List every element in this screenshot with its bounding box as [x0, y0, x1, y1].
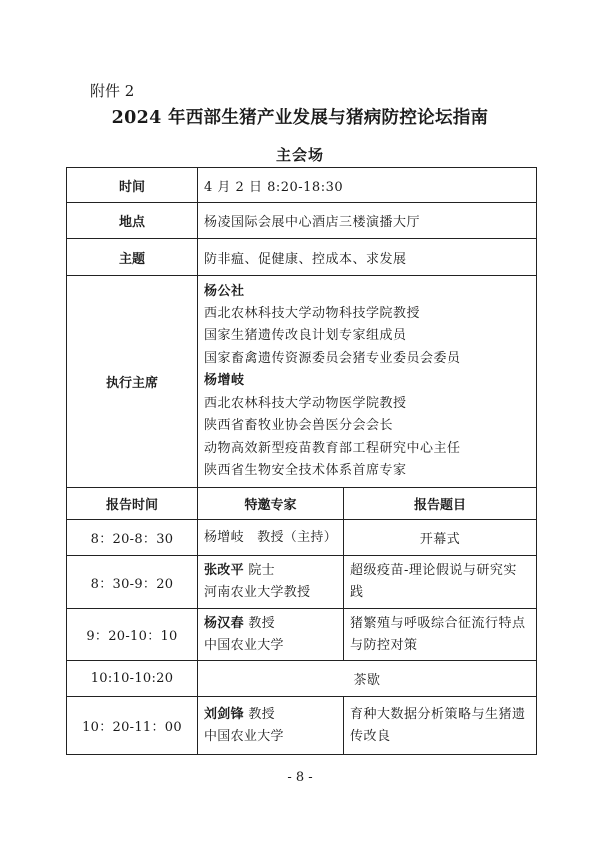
chairs-row [67, 276, 537, 488]
time-label: 时间 [67, 168, 198, 203]
header-invited-expert: 特邀专家 [198, 488, 344, 520]
program-table [66, 167, 537, 755]
theme-value: 防非瘟、促健康、控成本、求发展 [198, 239, 537, 276]
slot-expert [198, 556, 344, 609]
chair-title: 国家畜禽遗传资源委员会猪专业委员会委员 [204, 350, 461, 366]
slot-topic: 猪繁殖与呼吸综合征流行特点与防控对策 [344, 609, 537, 661]
schedule-row [67, 697, 537, 755]
slot-topic: 开幕式 [344, 520, 537, 556]
slot-time: 8：20-8：30 [67, 520, 198, 556]
break-row [67, 661, 537, 697]
schedule-row [67, 556, 537, 609]
chair-title: 西北农林科技大学动物科技学院教授 [204, 306, 421, 322]
expert-org: 河南农业大学教授 [204, 585, 311, 600]
tea-break: 茶歇 [198, 661, 537, 697]
page-number: - 8 - [287, 770, 313, 785]
expert-title: 教授 [248, 615, 275, 631]
slot-expert [198, 697, 344, 755]
slot-time: 8：30-9：20 [67, 556, 198, 609]
chairs-list [198, 276, 537, 488]
chair-title: 陕西省畜牧业协会兽医分会会长 [204, 418, 394, 434]
theme-label: 主题 [67, 239, 198, 276]
expert-title: 教授 [248, 706, 275, 722]
attachment-label: 附件 2 [90, 82, 135, 100]
slot-topic: 育种大数据分析策略与生猪遗传改良 [344, 697, 537, 755]
expert-org: 中国农业大学 [204, 637, 284, 653]
expert-name: 杨汉春 [204, 615, 244, 631]
time-row [67, 168, 537, 203]
chair-title: 国家生猪遗传改良计划专家组成员 [204, 328, 407, 344]
chairs-label: 执行主席 [67, 276, 198, 488]
chair-name: 杨增岐 [204, 373, 245, 389]
expert-org: 中国农业大学 [204, 728, 284, 744]
expert-title: 院士 [248, 563, 275, 578]
slot-time: 10:10-10:20 [67, 661, 198, 697]
venue-subtitle: 主会场 [275, 146, 324, 164]
schedule-row [67, 609, 537, 661]
place-label: 地点 [67, 203, 198, 239]
slot-expert [198, 609, 344, 661]
chair-title: 陕西省生物安全技术体系首席专家 [204, 462, 407, 478]
document-title: 2024 年西部生猪产业发展与猪病防控论坛指南 [111, 108, 489, 128]
chair-title: 动物高效新型疫苗教育部工程研究中心主任 [204, 440, 461, 456]
slot-time: 10：20-11：00 [67, 697, 198, 755]
time-value: 4 月 2 日 8:20-18:30 [198, 168, 537, 203]
place-value: 杨凌国际会展中心酒店三楼演播大厅 [198, 203, 537, 239]
expert-name: 张改平 [204, 563, 244, 578]
slot-topic: 超级疫苗-理论假说与研究实践 [344, 556, 537, 609]
schedule-row [67, 520, 537, 556]
chair-name: 杨公社 [204, 283, 245, 299]
place-row [67, 203, 537, 239]
theme-row [67, 239, 537, 276]
header-report-topic: 报告题目 [344, 488, 537, 520]
slot-expert: 杨增岐 教授（主持） [198, 520, 344, 556]
slot-time: 9：20-10：10 [67, 609, 198, 661]
header-report-time: 报告时间 [67, 488, 198, 520]
schedule-header-row [67, 488, 537, 520]
expert-name: 刘剑锋 [204, 706, 244, 722]
chair-title: 西北农林科技大学动物医学院教授 [204, 395, 407, 411]
